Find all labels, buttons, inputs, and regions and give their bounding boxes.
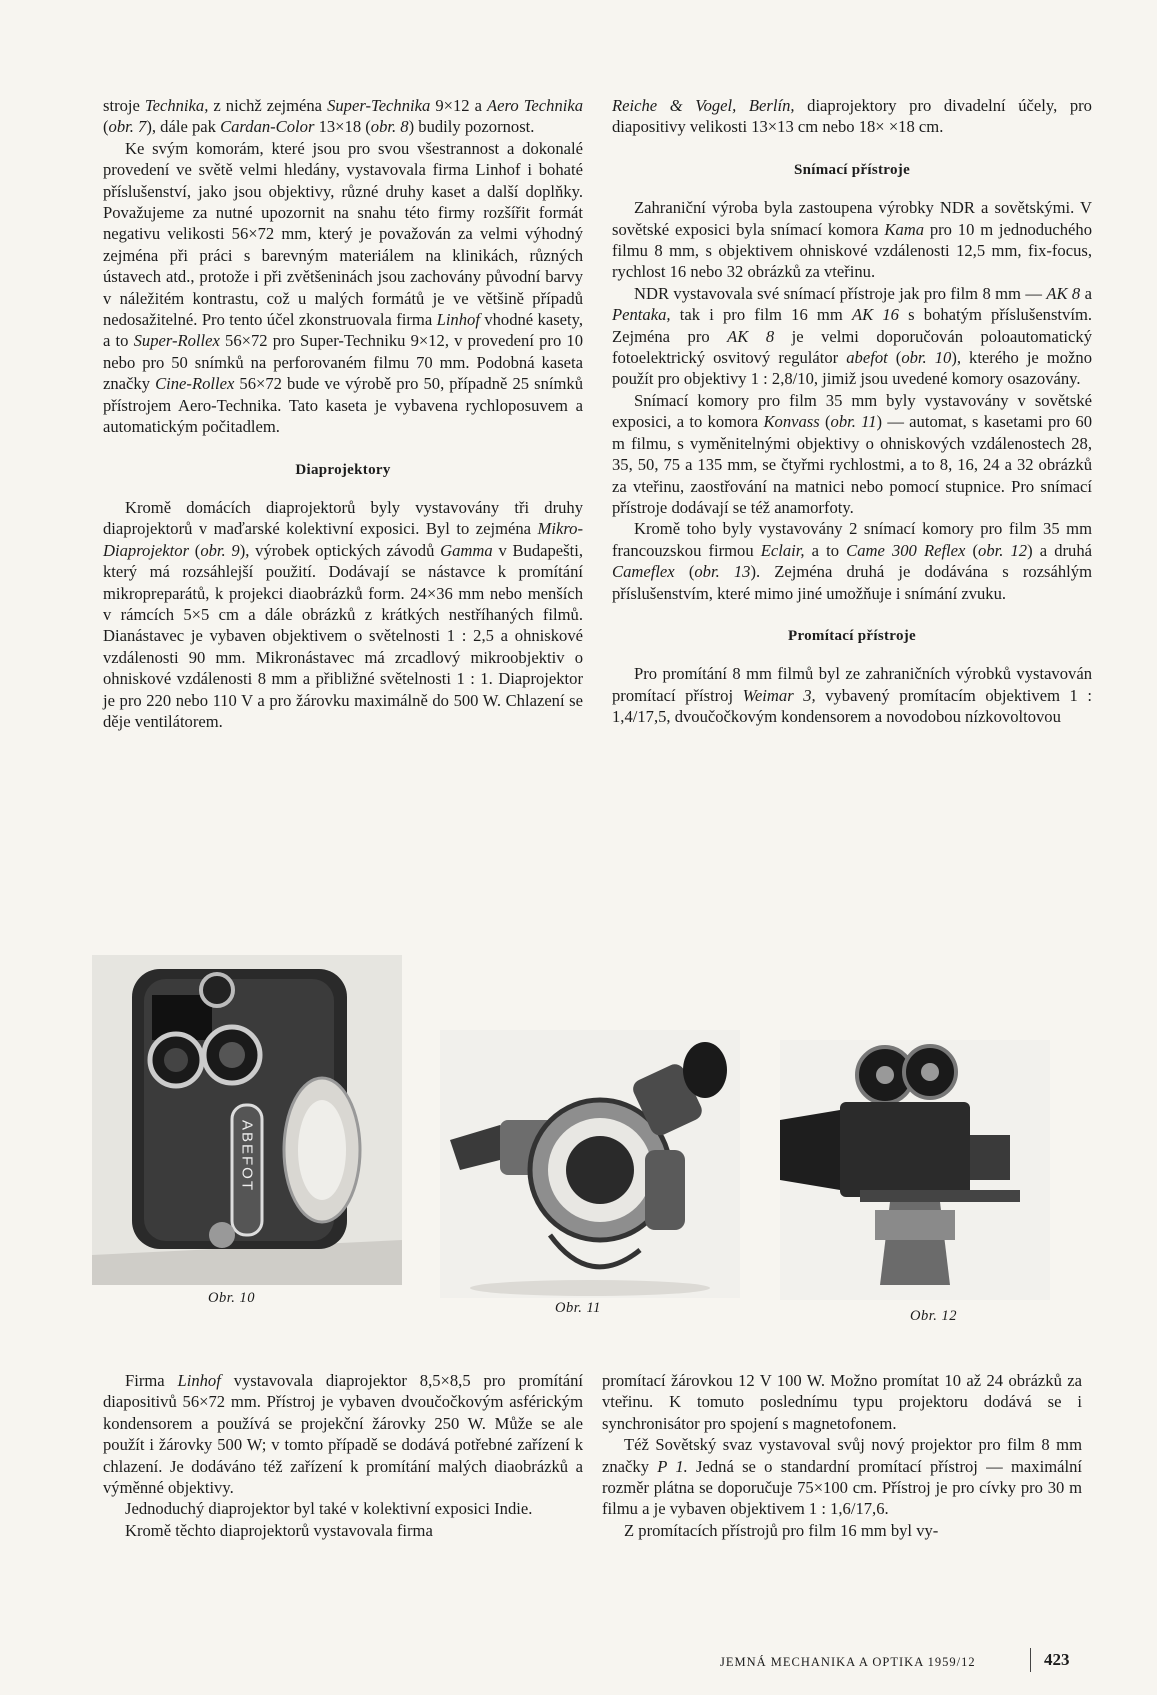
paragraph: Zahraniční výroba byla zastoupena výrobky NDR a sovětskými. V sovětské exposici byla snímací komora Kama pro 10 m jednoduchého filmu 8 mm, s objektivem ohniskové vzdálenosti 12,5 mm, fix-focus, rychlost 16 nebo 32 obrázků za vteřinu. bbox=[612, 198, 1093, 282]
italic-term: Reiche & Vogel, Berlín, bbox=[612, 96, 795, 115]
italic-term: P 1. bbox=[657, 1456, 688, 1476]
italic-term: Cine-Rollex bbox=[155, 374, 235, 394]
italic-term: obr. 10 bbox=[901, 348, 952, 368]
italic-term: Konvass bbox=[763, 412, 820, 432]
italic-term: abefot bbox=[846, 348, 888, 368]
paragraph: Kromě domácích diaprojektorů byly vystavovány tři druhy diaprojektorů v maďarské kolektivní exposici. Byl to zejména Mikro-Diaprojektor (obr. 9), výrobek optických závodů Gamma v Budapešti, který má rozsáhlejší použití. Dodávají se nástavce k promítání mikropreparátů, k projekci diaobrázků form. 24×36 mm nebo menších v rámcích 5×5 cm a dále obrázků z krátkých nestříhaných filmů. Dianástavec je vybaven objektivem o světelnosti 1 : 2,5 a ohniskové vzdálenosti 90 mm. Mikronástavec má zrcadlový mikroobjektiv o ohniskové vzdálenosti 8 mm a přibližné světelnosti 1 : 1. Diaprojektor je pro 220 nebo 110 V a pro žárovku maximálně do 500 W. Chlazení se děje ventilátorem. bbox=[103, 497, 583, 731]
konvass-camera-illustration bbox=[440, 1030, 740, 1298]
italic-term: Kama bbox=[884, 219, 925, 239]
figure-10-photo bbox=[92, 955, 402, 1285]
figure-11-caption: Obr. 11 bbox=[555, 1300, 601, 1316]
paragraph: Kromě těchto diaprojektorů vystavovala firma bbox=[125, 1520, 433, 1540]
italic-term: Super-Technika bbox=[327, 96, 431, 115]
paragraph: Reiche & Vogel, Berlín, diaprojektory pro divadelní účely, pro diapositivy velikosti 13×13 cm nebo 18× ×18 cm. bbox=[612, 96, 1092, 137]
paragraph: Jednoduchý diaprojektor byl také v kolektivní exposici Indie. bbox=[125, 1499, 533, 1519]
came-300-reflex-illustration bbox=[780, 1040, 1050, 1300]
italic-term: Linhof bbox=[436, 310, 480, 330]
paragraph: Kromě toho byly vystavovány 2 snímací komory pro film 35 mm francouzskou firmou Eclair, a to Came 300 Reflex (obr. 12) a druhá Cameflex (obr. 13). Zejména druhá je dodávána s rozsáhlým příslušenstvím, které mimo jiné umožňuje i snímání zvuku. bbox=[612, 519, 1092, 603]
bottom-left-column bbox=[103, 1370, 583, 1541]
italic-term: obr. 11 bbox=[830, 412, 877, 432]
paragraph: NDR vystavovala své snímací přístroje jak pro film 8 mm — AK 8 a Pentaka, tak i pro film 16 mm AK 16 s bohatým příslušenstvím. Zejména pro AK 8 je velmi doporučován poloautomatický fotoelektrický osvitový regulátor abefot (obr. 10), kterého je možno použít pro objektivy 1 : 2,8/10, jimiž jsou uvedené komory osazovány. bbox=[612, 283, 1093, 389]
figure-12-caption: Obr. 12 bbox=[910, 1308, 958, 1324]
figure-11-photo bbox=[440, 1030, 740, 1298]
footer-divider bbox=[1030, 1648, 1031, 1672]
italic-term: obr. 13 bbox=[694, 562, 751, 582]
italic-term: Aero Technika bbox=[487, 96, 584, 115]
paragraph: Pro promítání 8 mm filmů byl ze zahraničních výrobků vystavován promítací přístroj Weimar 3, vybavený promítacím objektivem 1 : 1,4/17,5, dvoučočkovým kondensorem a novodobou nízkovoltovou bbox=[612, 664, 1092, 727]
camera-abefot-illustration bbox=[92, 955, 402, 1285]
italic-term: Cardan-Color bbox=[220, 117, 315, 137]
left-column bbox=[103, 95, 583, 732]
journal-footer: JEMNÁ MECHANIKA A OPTIKA 1959/12 bbox=[720, 1655, 976, 1669]
italic-term: Cameflex bbox=[612, 562, 675, 582]
italic-term: Mikro-Diaprojektor bbox=[103, 519, 583, 560]
section-heading: Promítací přístroje bbox=[787, 627, 917, 644]
italic-term: Technika, bbox=[144, 96, 209, 115]
paragraph: Firma Linhof vystavovala diaprojektor 8,5×8,5 pro promítání diapositivů 56×72 mm. Přístroj je vybaven dvoučočkovým asférickým kondensorem a používá se projekční žárovky 250 W. Může se ale použít i žárovky 500 W; v tomto případě se dodává potřebné zařízení k chlazení. Je dodáváno též zařízení k promítání malých diaobrázků a výměnné objektivy. bbox=[103, 1371, 583, 1498]
bottom-right-column bbox=[602, 1370, 1082, 1541]
italic-term: obr. 8 bbox=[370, 117, 409, 137]
italic-term: Pentaka, bbox=[612, 305, 671, 325]
abefot-badge-text: ABEFOT bbox=[238, 1120, 256, 1193]
figure-12-photo bbox=[780, 1040, 1050, 1300]
italic-term: Came 300 Reflex bbox=[846, 540, 966, 560]
right-column bbox=[612, 95, 1092, 728]
italic-term: obr. 7 bbox=[108, 117, 147, 137]
paragraph: Snímací komory pro film 35 mm byly vystavovány v sovětské exposici, a to komora Konvass (obr. 11) — automat, s kasetami pro 60 m filmu, s vyměnitelnými objektivy o ohniskových vzdálenostech 28, 35, 50, 75 a 135 mm, se čtyřmi rychlostmi, a to 8, 16, 24 a 32 obrázků za vteřinu, zaostřování na matnici nebo pomocí stupnice. Pro snímací přístroje dodávají se též anamorfoty. bbox=[612, 390, 1092, 517]
paragraph: stroje Technika, z nichž zejména Super-Technika 9×12 a Aero Technika (obr. 7), dále pak Cardan-Color 13×18 (obr. 8) budily pozornost. bbox=[103, 96, 584, 137]
italic-term: Linhof bbox=[177, 1371, 221, 1390]
italic-term: Eclair, bbox=[760, 540, 805, 560]
italic-term: Weimar 3, bbox=[742, 685, 816, 705]
italic-term: AK 8 bbox=[1046, 283, 1081, 303]
figure-10-caption: Obr. 10 bbox=[208, 1290, 256, 1306]
paragraph: Též Sovětský svaz vystavoval svůj nový projektor pro film 8 mm značky P 1. Jedná se o standardní promítací přístroj — maximální rozměr plátna se doporučuje 75×100 cm. Přístroj je pro cívky pro 30 m filmu a je vybaven objektivem 1 : 1,6/17,6. bbox=[602, 1435, 1082, 1519]
section-heading: Diaprojektory bbox=[295, 461, 391, 478]
paragraph: Z promítacích přístrojů pro film 16 mm byl vy- bbox=[624, 1520, 939, 1540]
italic-term: AK 8 bbox=[727, 326, 775, 346]
italic-term: obr. 12 bbox=[978, 540, 1028, 560]
paragraph: Ke svým komorám, které jsou pro svou všestrannost a dokonalé provedení ve světě velmi hledány, vystavovala firma Linhof i bohaté příslušenství, jako jsou objektivy, různé druhy kaset a další doplňky. Považujeme za nutné upozornit na snahu této firmy rozšířit formát negativu velikosti 56×72 mm, který je považován za velmi výhodný zejména při práci s barevným materiálem na klinikách, různých ústavech atd., protože i při zvětšeninách jsou zachovány původní barvy v náležitém kontrastu, což u malých formátů je ve většině případů nedosažitelné. Pro tento účel zkonstruovala firma Linhof vhodné kasety, a to Super-Rollex 56×72 pro Super-Techniku 9×12, v provedení pro 10 nebo pro 50 snímků na perforovaném filmu 70 mm. Podobná kaseta značky Cine-Rollex 56×72 bude ve výrobě pro 50, případně 25 snímků přístrojem Aero-Technika. Tato kaseta je vybavena rychloposuvem a automatickým počitadlem. bbox=[103, 138, 583, 437]
italic-term: Super-Rollex bbox=[133, 331, 220, 351]
section-heading: Snímací přístroje bbox=[793, 161, 911, 178]
paragraph: promítací žárovkou 12 V 100 W. Možno promítat 10 až 24 obrázků za vteřinu. K tomuto poslednímu typu projektoru dodává se i synchronisátor pro spojení s magnetofonem. bbox=[602, 1371, 1082, 1433]
page-number: 423 bbox=[1044, 1650, 1070, 1669]
italic-term: Gamma bbox=[440, 540, 493, 560]
italic-term: obr. 9 bbox=[200, 540, 240, 560]
italic-term: AK 16 bbox=[851, 305, 899, 325]
